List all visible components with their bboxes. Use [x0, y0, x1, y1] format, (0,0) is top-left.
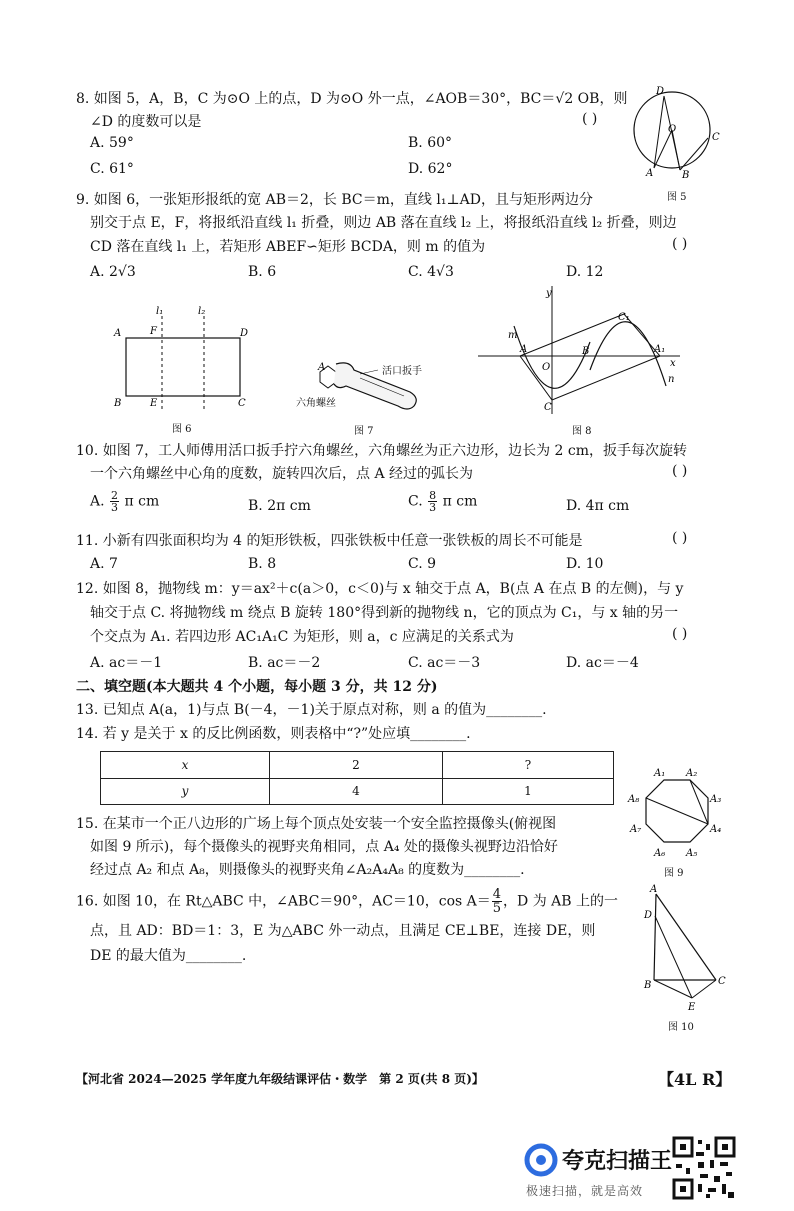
- q12-option-d: D. ac＝－4: [566, 655, 639, 671]
- q10-option-a: A. $\frac{2}{3}$ π cm: [90, 489, 160, 514]
- q15-line3: 经过点 A₂ 和点 A₈，则摄像头的视野夹角∠A₂A₄A₈ 的度数为________.: [90, 862, 525, 878]
- svg-text:B: B: [114, 398, 122, 409]
- svg-text:A₅: A₅: [686, 848, 698, 859]
- q9-option-a: A. 2√3: [90, 264, 136, 280]
- fig7-label-nut: 六角螺丝: [296, 398, 336, 409]
- table-cell: 2: [270, 752, 443, 779]
- q11-option-d: D. 10: [566, 556, 604, 572]
- section-2-heading: 二、填空题(本大题共 4 个小题，每小题 3 分，共 12 分): [76, 679, 438, 695]
- figure-7-caption: 图 7: [354, 426, 374, 437]
- q11-option-b: B. 8: [248, 556, 277, 572]
- fig6-label-l1: l₁: [156, 306, 164, 317]
- figure-9-octagon-diagram: [624, 764, 732, 864]
- svg-text:B: B: [644, 980, 652, 991]
- figure-10-triangle-diagram: [640, 884, 730, 1014]
- q8-line1: 8. 如图 5，A，B，C 为⊙O 上的点，D 为⊙O 外一点，∠AOB＝30°，BC＝√2 OB，则: [76, 91, 628, 107]
- svg-text:D: D: [656, 86, 665, 97]
- svg-text:B: B: [682, 170, 690, 181]
- figure-5-caption: 图 5: [667, 192, 687, 203]
- svg-text:A: A: [646, 168, 654, 179]
- q9-line1: 9. 如图 6，一张矩形报纸的宽 AB＝2，长 BC＝m，直线 l₁⊥AD，且与矩形两边分: [76, 192, 593, 208]
- q12-paren: ( ): [672, 626, 688, 642]
- svg-text:C: C: [544, 402, 552, 413]
- svg-text:D: D: [240, 328, 249, 339]
- q10-option-c: C. $\frac{8}{3}$ π cm: [408, 489, 478, 514]
- figure-6-rectangle-diagram: [112, 302, 252, 414]
- table-cell: ?: [443, 752, 614, 779]
- q11-option-a: A. 7: [90, 556, 118, 572]
- table-cell: 4: [270, 778, 443, 805]
- q11-line1: 11. 小新有四张面积均为 4 的矩形铁板，四张铁板中任意一张铁板的周长不可能是: [76, 533, 583, 549]
- svg-text:E: E: [150, 398, 158, 409]
- svg-text:A₇: A₇: [630, 824, 642, 835]
- svg-text:C: C: [718, 976, 726, 987]
- svg-text:x: x: [670, 358, 676, 369]
- svg-text:A₆: A₆: [654, 848, 666, 859]
- q8-option-b: B. 60°: [408, 135, 453, 151]
- q8-paren: ( ): [582, 111, 598, 127]
- svg-text:A₃: A₃: [710, 794, 722, 805]
- figure-6-caption: 图 6: [172, 424, 192, 435]
- table-cell: 1: [443, 778, 614, 805]
- q10-line1: 10. 如图 7，工人师傅用活口扳手拧六角螺丝，六角螺丝为正六边形，边长为 2 cm，扳手每次旋转: [76, 443, 687, 459]
- q14-table: [100, 751, 614, 805]
- q10-line2: 一个六角螺丝中心角的度数，旋转四次后，点 A 经过的弧长为: [90, 466, 474, 482]
- scanner-slogan: 极速扫描，就是高效: [526, 1184, 644, 1198]
- q15-line2: 如图 9 所示)，每个摄像头的视野夹角相同，点 A₄ 处的摄像头视野边沿恰好: [90, 839, 558, 855]
- page-footer-info: 【河北省 2024—2025 学年度九年级结课评估・数学 第 2 页(共 8 页)】: [76, 1072, 484, 1086]
- q8-option-d: D. 62°: [408, 161, 453, 177]
- q12-option-a: A. ac＝－1: [90, 655, 163, 671]
- q12-option-b: B. ac＝－2: [248, 655, 321, 671]
- svg-text:y: y: [546, 288, 552, 299]
- svg-text:B: B: [582, 346, 590, 357]
- q8-option-a: A. 59°: [90, 135, 134, 151]
- svg-text:C₁: C₁: [618, 312, 630, 323]
- page-footer-code: 【4L R】: [658, 1070, 732, 1089]
- svg-text:A: A: [650, 884, 658, 895]
- svg-text:F: F: [150, 326, 157, 337]
- svg-text:E: E: [688, 1002, 696, 1013]
- table-row: [101, 778, 614, 805]
- q15-line1: 15. 在某市一个正八边形的广场上每个顶点处安装一个安全监控摄像头(俯视图: [76, 816, 557, 832]
- svg-text:O: O: [542, 362, 551, 373]
- q16-line2: 点，且 AD：BD＝1：3，E 为△ABC 外一动点，且满足 CE⊥BE，连接 DE，则: [90, 923, 596, 939]
- svg-text:D: D: [644, 910, 653, 921]
- q8-option-c: C. 61°: [90, 161, 134, 177]
- table-cell: y: [101, 778, 270, 805]
- figure-5-circle-diagram: [628, 82, 728, 187]
- svg-text:m: m: [508, 330, 518, 341]
- table-row: [101, 752, 614, 779]
- svg-text:A₁: A₁: [654, 344, 666, 355]
- svg-text:A₂: A₂: [686, 768, 698, 779]
- q9-line2: 别交于点 E，F，将报纸沿直线 l₁ 折叠，则边 AB 落在直线 l₂ 上，将报纸沿直线 l₂ 折叠，则边: [90, 215, 677, 231]
- svg-text:O: O: [668, 124, 677, 135]
- q9-option-b: B. 6: [248, 264, 277, 280]
- figure-10-caption: 图 10: [668, 1022, 694, 1033]
- q11-option-c: C. 9: [408, 556, 437, 572]
- svg-text:A₄: A₄: [710, 824, 722, 835]
- q11-paren: ( ): [672, 530, 688, 546]
- scanner-brand-name: 夸克扫描王: [562, 1149, 673, 1174]
- figure-8-parabola-diagram: [474, 282, 684, 420]
- figure-8-caption: 图 8: [572, 426, 592, 437]
- fig7-label-tool: 活口扳手: [382, 366, 422, 377]
- q10-option-b: B. 2π cm: [248, 498, 311, 514]
- scanner-logo-icon: [524, 1143, 558, 1177]
- svg-text:A₈: A₈: [628, 794, 640, 805]
- svg-text:A: A: [318, 362, 326, 373]
- q9-option-d: D. 12: [566, 264, 604, 280]
- q16-line3: DE 的最大值为________.: [90, 948, 247, 964]
- q12-line1: 12. 如图 8，抛物线 m：y＝ax²＋c(a＞0，c＜0)与 x 轴交于点 A，B(点 A 在点 B 的左侧)，与 y: [76, 581, 684, 597]
- svg-text:C: C: [712, 132, 720, 143]
- figure-9-caption: 图 9: [664, 868, 684, 879]
- svg-text:n: n: [668, 374, 675, 385]
- qr-code-icon: [672, 1136, 736, 1200]
- q16-line1: 16. 如图 10，在 Rt△ABC 中，∠ABC＝90°，AC＝10，cos A＝ $\frac{4}{5}$ ，D 为 AB 上的一: [76, 887, 619, 916]
- fig6-label-l2: l₂: [198, 306, 206, 317]
- q14-text: 14. 若 y 是关于 x 的反比例函数，则表格中“?”处应填________.: [76, 726, 471, 742]
- q12-line3: 个交点为 A₁. 若四边形 AC₁A₁C 为矩形，则 a，c 应满足的关系式为: [90, 629, 514, 645]
- q9-line3: CD 落在直线 l₁ 上，若矩形 ABEF∽矩形 BCDA，则 m 的值为: [90, 239, 486, 255]
- q10-option-d: D. 4π cm: [566, 498, 630, 514]
- q13-text: 13. 已知点 A(a，1)与点 B(－4，－1)关于原点对称，则 a 的值为________.: [76, 702, 547, 718]
- svg-text:C: C: [238, 398, 246, 409]
- q12-line2: 轴交于点 C. 将抛物线 m 绕点 B 旋转 180°得到新的抛物线 n，它的顶点为 C₁，与 x 轴的另一: [90, 605, 679, 621]
- q12-option-c: C. ac＝－3: [408, 655, 481, 671]
- table-cell: x: [101, 752, 270, 779]
- q8-line2: ∠D 的度数可以是: [90, 114, 202, 130]
- svg-text:A₁: A₁: [654, 768, 666, 779]
- svg-text:A: A: [520, 344, 528, 355]
- q9-option-c: C. 4√3: [408, 264, 454, 280]
- svg-text:A: A: [114, 328, 122, 339]
- q10-paren: ( ): [672, 463, 688, 479]
- q9-paren: ( ): [672, 236, 688, 252]
